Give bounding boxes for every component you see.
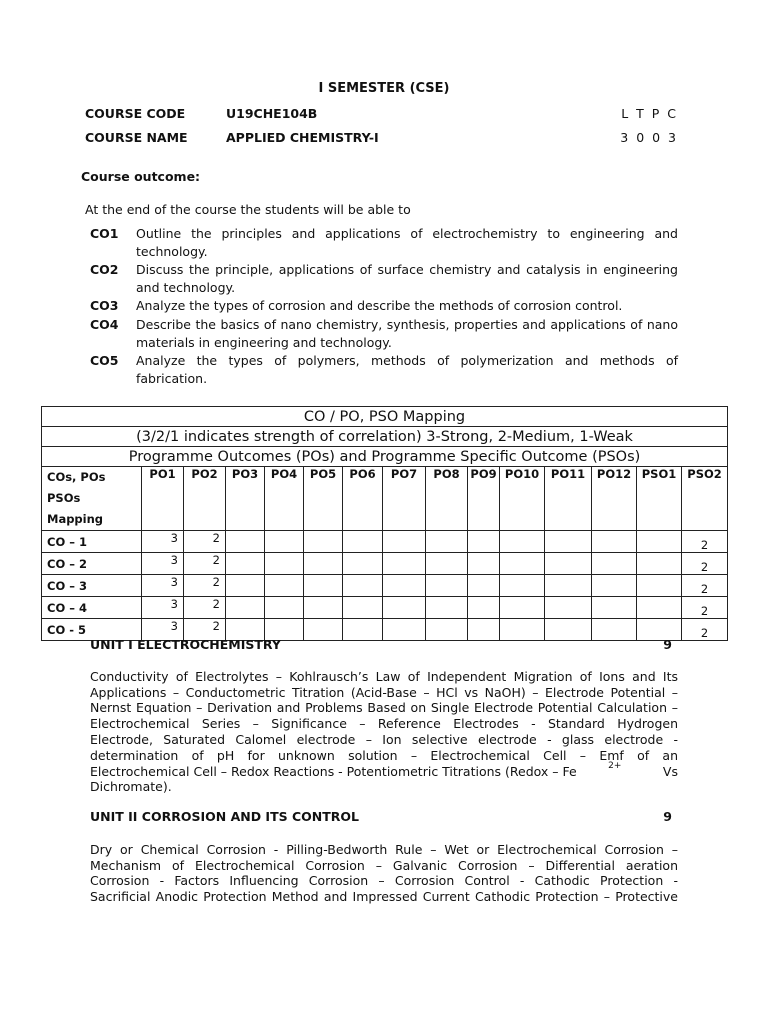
corner-label-line2: PSOs Mapping bbox=[47, 491, 104, 526]
column-header: PO8 bbox=[426, 467, 468, 531]
unit-hours: 9 bbox=[663, 637, 672, 652]
description-line: Conductivity of Electrolytes – Kohlrausch’s Law of Independent Migration of Ions and Its bbox=[90, 669, 678, 684]
description-line: Corrosion - Factors Influencing Corrosion – Corrosion Control - Cathodic Protection - bbox=[90, 873, 678, 888]
course-name-value: APPLIED CHEMISTRY-I bbox=[226, 130, 379, 145]
cell-pso2: 2 bbox=[682, 531, 728, 553]
mapping-caption-row bbox=[42, 407, 728, 427]
column-header: PO4 bbox=[265, 467, 304, 531]
table-row bbox=[42, 553, 728, 575]
row-label: CO – 4 bbox=[42, 597, 142, 619]
column-header: PO12 bbox=[592, 467, 637, 531]
outcome-text: Analyze the types of corrosion and describe the methods of corrosion control. bbox=[136, 298, 623, 313]
column-header: PO5 bbox=[304, 467, 343, 531]
mapping-caption-row bbox=[42, 447, 728, 467]
course-code-label: COURSE CODE bbox=[85, 106, 186, 121]
cell-pso2: 2 bbox=[682, 575, 728, 597]
unit-heading bbox=[90, 809, 672, 824]
outcome-text: Outline the principles and applications of electrochemistry to engineering and technology. bbox=[136, 226, 678, 259]
mapping-title: CO / PO, PSO Mapping bbox=[42, 407, 728, 427]
description-line: Dry or Chemical Corrosion - Pilling-Bedworth Rule – Wet or Electrochemical Corrosion – bbox=[90, 842, 678, 857]
cell-po1: 3 bbox=[142, 531, 184, 553]
mapping-corner-cell bbox=[42, 467, 142, 531]
course-outcome-heading: Course outcome: bbox=[81, 169, 201, 184]
column-header: PO3 bbox=[226, 467, 265, 531]
unit-title: UNIT II CORROSION AND ITS CONTROL bbox=[90, 809, 359, 824]
column-header: PO9 bbox=[468, 467, 500, 531]
unit-title: UNIT I ELECTROCHEMISTRY bbox=[90, 637, 281, 652]
course-outcome-item bbox=[90, 316, 678, 352]
unit-heading bbox=[90, 637, 672, 652]
column-header: PO6 bbox=[343, 467, 383, 531]
column-header: PO2 bbox=[184, 467, 226, 531]
description-line: Electrode, Saturated Calomel electrode – Ion selective electrode - glass electrode - bbox=[90, 732, 678, 747]
mapping-subtitle: Programme Outcomes (POs) and Programme Specific Outcome (PSOs) bbox=[42, 447, 728, 467]
corner-label-line1: COs, POs bbox=[47, 470, 106, 484]
table-row bbox=[42, 597, 728, 619]
description-line: determination of pH for unknown solution – Electrochemical Cell – Emf of an bbox=[90, 748, 678, 763]
cell-po2: 2 bbox=[184, 575, 226, 597]
unit-hours: 9 bbox=[663, 809, 672, 824]
outcome-id: CO5 bbox=[90, 353, 119, 368]
cell-po1: 3 bbox=[142, 575, 184, 597]
description-line-tail: Vs bbox=[662, 764, 678, 779]
description-line: Mechanism of Electrochemical Corrosion – Galvanic Corrosion – Differential aeration bbox=[90, 858, 678, 873]
table-row bbox=[42, 575, 728, 597]
course-outcome-item bbox=[90, 225, 678, 261]
mapping-legend: (3/2/1 indicates strength of correlation) 3-Strong, 2-Medium, 1-Weak bbox=[42, 427, 728, 447]
ltpc-label: L T P C bbox=[621, 106, 678, 121]
row-label: CO – 3 bbox=[42, 575, 142, 597]
cell-po1: 3 bbox=[142, 619, 184, 641]
description-line: Applications – Conductometric Titration (Acid-Base – HCl vs NaOH) – Electrode Potential – bbox=[90, 685, 678, 700]
mapping-header-row bbox=[42, 467, 728, 531]
cell-po2: 2 bbox=[184, 597, 226, 619]
semester-title: I SEMESTER (CSE) bbox=[318, 81, 450, 96]
cell-pso2: 2 bbox=[682, 619, 728, 641]
column-header: PO1 bbox=[142, 467, 184, 531]
description-line: Electrochemical Series – Significance – Reference Electrodes - Standard Hydrogen bbox=[90, 716, 678, 731]
description-line: Dichromate). bbox=[90, 779, 172, 794]
row-label: CO – 2 bbox=[42, 553, 142, 575]
course-outcome-item bbox=[90, 261, 678, 297]
outcome-text: Analyze the types of polymers, methods of polymerization and methods of fabrication. bbox=[136, 353, 678, 386]
column-header: PO7 bbox=[383, 467, 426, 531]
cell-po1: 3 bbox=[142, 553, 184, 575]
outcome-id: CO1 bbox=[90, 226, 119, 241]
ltpc-values: 3 0 0 3 bbox=[620, 130, 678, 145]
co-po-mapping-table bbox=[41, 406, 728, 641]
description-line: Sacrificial Anodic Protection Method and Impressed Current Cathodic Protection – Protective bbox=[90, 889, 678, 904]
row-label: CO - 5 bbox=[42, 619, 142, 641]
course-outcome-intro: At the end of the course the students will be able to bbox=[85, 202, 411, 217]
outcome-text: Describe the basics of nano chemistry, synthesis, properties and applications of nano materials in engineering and technology. bbox=[136, 317, 678, 350]
outcome-id: CO2 bbox=[90, 262, 119, 277]
column-header: PO10 bbox=[500, 467, 545, 531]
table-row bbox=[42, 531, 728, 553]
description-line: Nernst Equation – Derivation and Problems Based on Single Electrode Potential Calculation – bbox=[90, 700, 678, 715]
cell-pso2: 2 bbox=[682, 553, 728, 575]
superscript: 2+ bbox=[608, 761, 622, 771]
description-line: Electrochemical Cell – Redox Reactions - Potentiometric Titrations (Redox – Fe bbox=[90, 764, 577, 779]
mapping-caption-row bbox=[42, 427, 728, 447]
row-label: CO – 1 bbox=[42, 531, 142, 553]
cell-po2: 2 bbox=[184, 619, 226, 641]
outcome-text: Discuss the principle, applications of surface chemistry and catalysis in engineering and technology. bbox=[136, 262, 678, 295]
course-code-value: U19CHE104B bbox=[226, 106, 318, 121]
column-header: PSO2 bbox=[682, 467, 728, 531]
cell-po2: 2 bbox=[184, 531, 226, 553]
column-header: PSO1 bbox=[637, 467, 682, 531]
column-header: PO11 bbox=[545, 467, 592, 531]
cell-po1: 3 bbox=[142, 597, 184, 619]
cell-pso2: 2 bbox=[682, 597, 728, 619]
outcome-id: CO3 bbox=[90, 298, 119, 313]
cell-po2: 2 bbox=[184, 553, 226, 575]
outcome-id: CO4 bbox=[90, 317, 119, 332]
course-name-label: COURSE NAME bbox=[85, 130, 188, 145]
course-outcome-item bbox=[90, 297, 678, 315]
course-outcome-item bbox=[90, 352, 678, 388]
description-line-with-superscript bbox=[90, 761, 678, 780]
